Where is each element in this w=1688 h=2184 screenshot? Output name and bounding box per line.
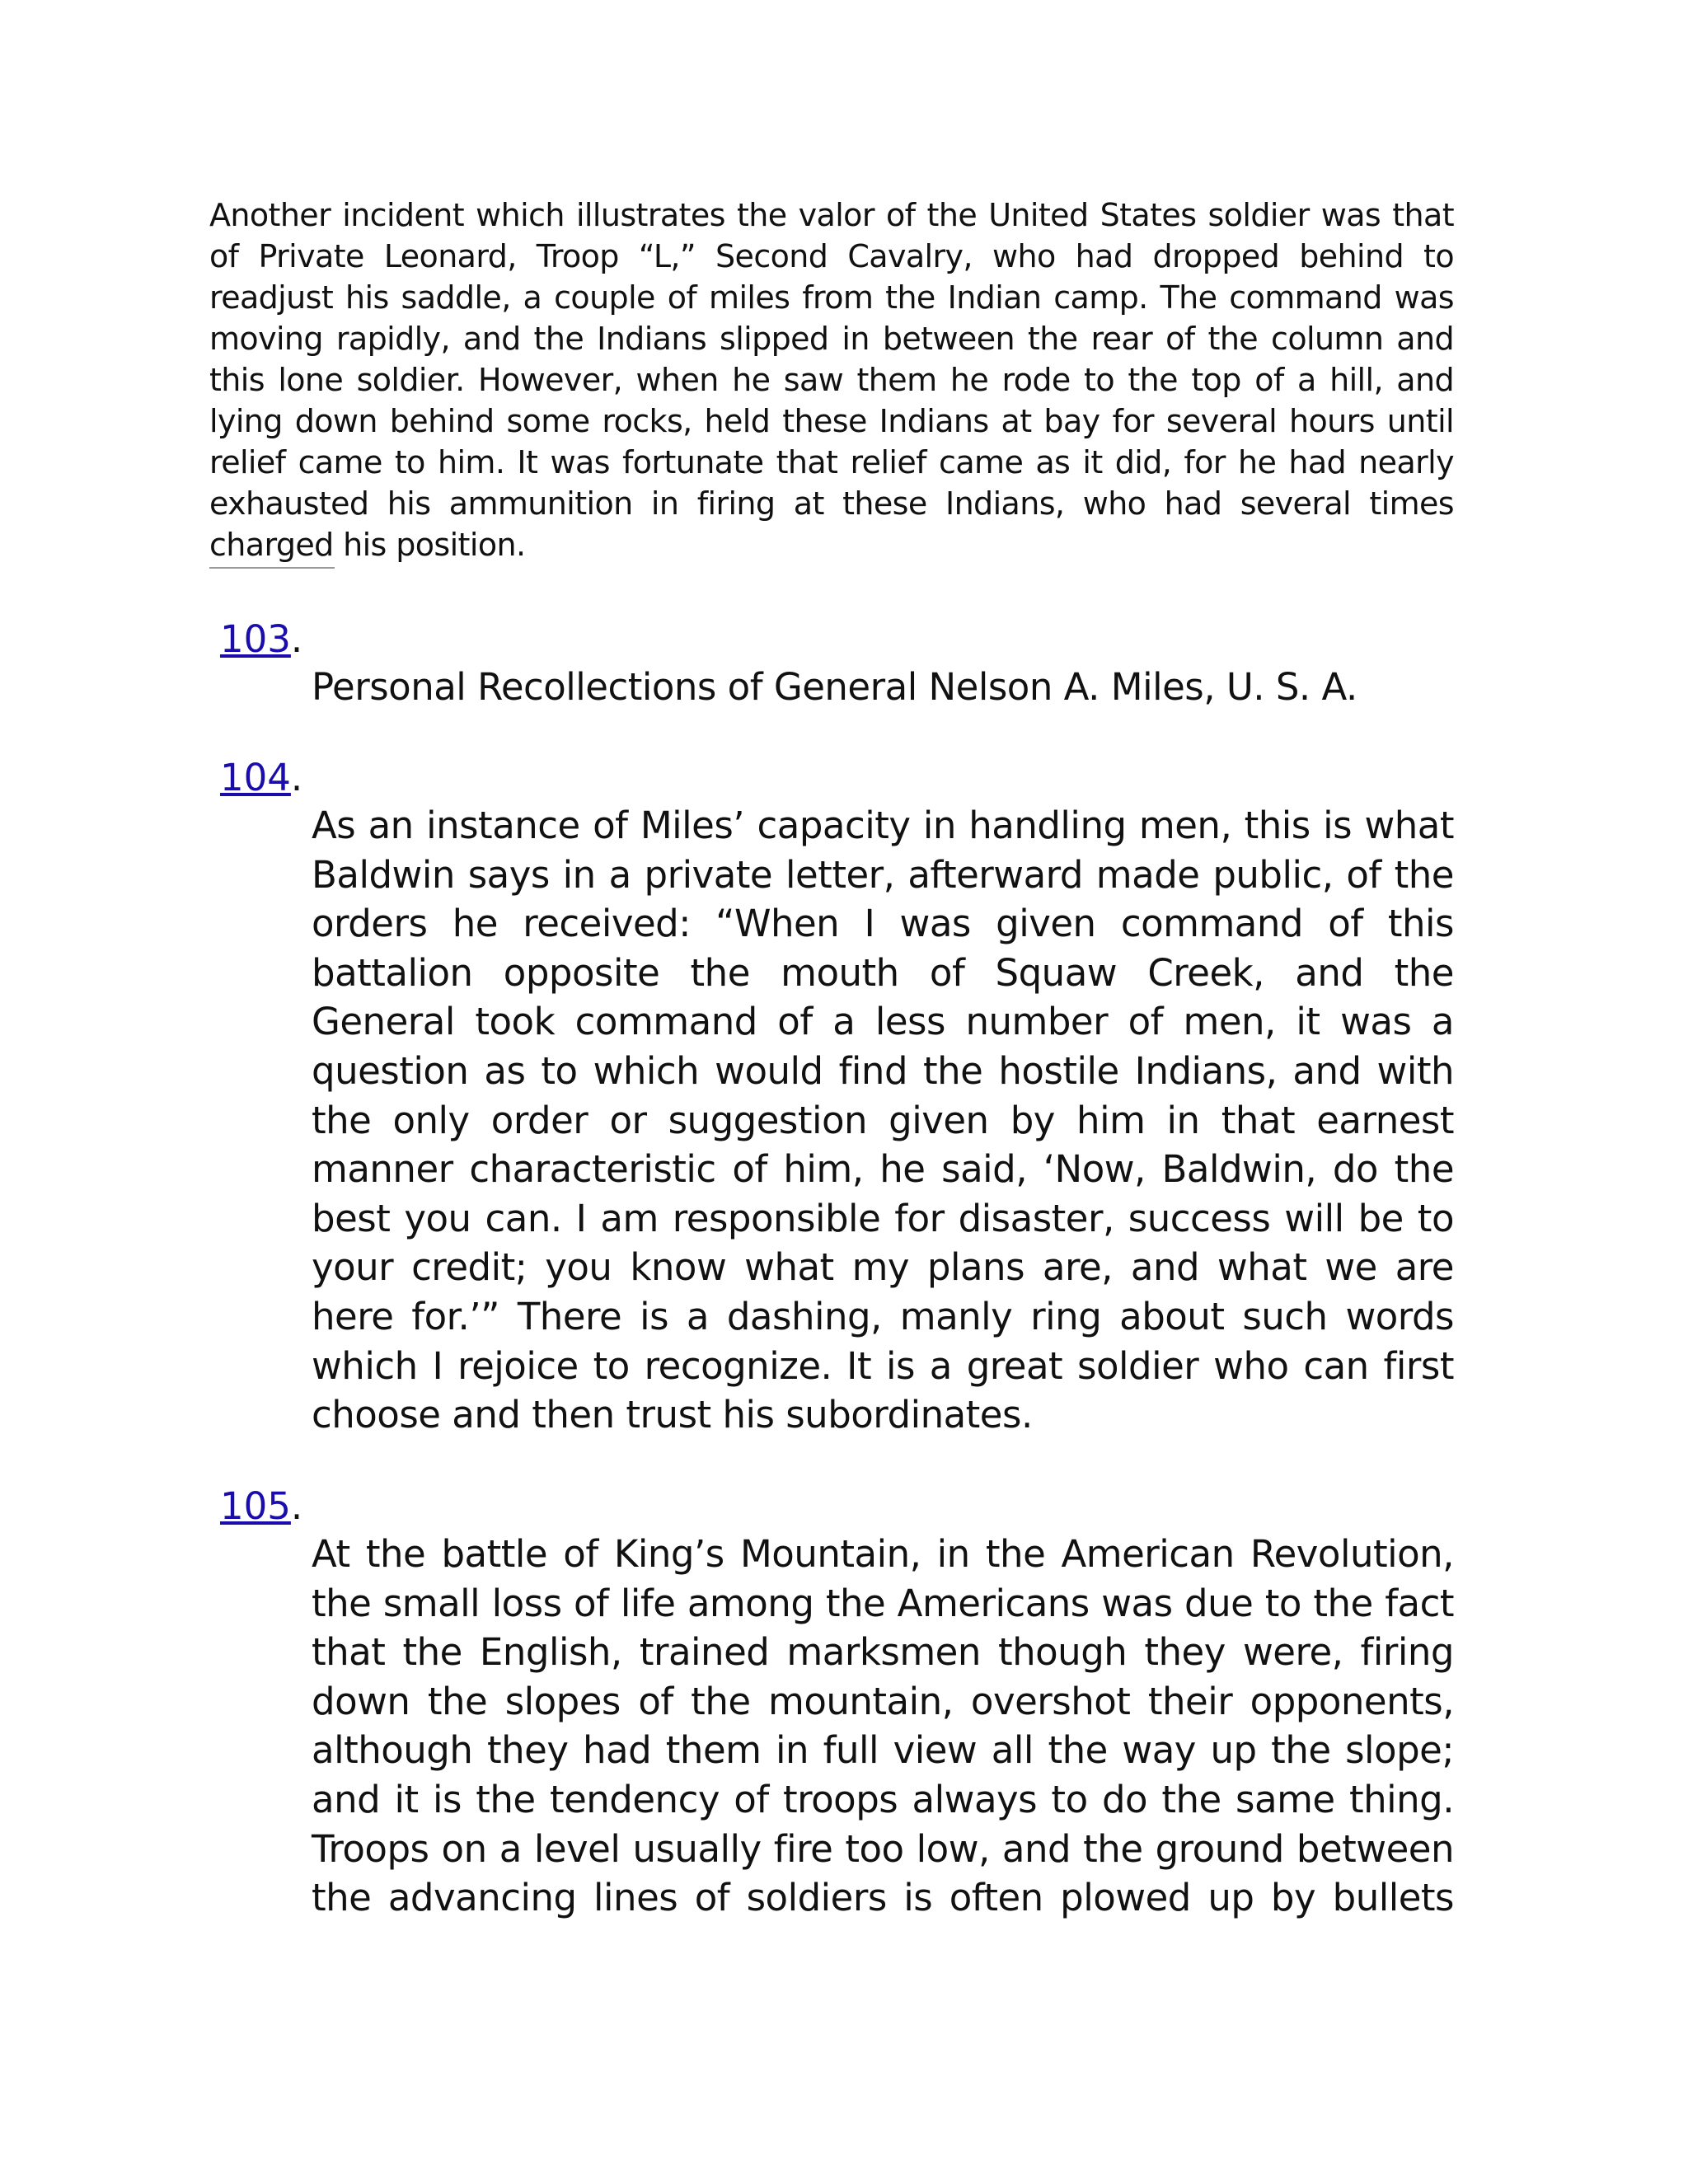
footnote-105-suffix: . [290, 1484, 303, 1528]
footnote-103-suffix: . [290, 617, 303, 661]
footnote-103-marker [220, 616, 302, 663]
footnote-103-link[interactable]: 103 [220, 617, 291, 661]
footnote-105-text: At the battle of King’s Mountain, in the American Revolution, the small loss of life among the Americans was due to the fact that the English, trained marksmen though they were, firing down the slopes of the mountain, overshot their opponents, although they had them in full view all the way up the slope; and it is the tendency of troops always to do the same thing. Troops on a level usually fire too low, and the ground between the advancing lines of soldiers is often plowed up by bullets [312, 1532, 1454, 1920]
footnote-105-marker [220, 1483, 302, 1530]
footnote-103-text: Personal Recollections of General Nelson A. Miles, U. S. A. [312, 665, 1357, 709]
footnote-105-link[interactable]: 105 [220, 1484, 291, 1528]
footnote-separator-rule [209, 567, 335, 569]
footnote-104-suffix: . [290, 756, 303, 799]
footnote-105-container [312, 1530, 1454, 1923]
footnote-104-text: As an instance of Miles’ capacity in handling men, this is what Baldwin says in a private letter, afterward made public, of the orders he received: “When I was given command of this battalion opposite the mouth of Squaw Creek, and the General took command of a less number of men, it was a question as to which would find the hostile Indians, and with the only order or suggestion given by him in that earnest manner characteristic of him, he said, ‘Now, Baldwin, do the best you can. I am responsible for disaster, success will be to your credit; you know what my plans are, and what we are here for.’” There is a dashing, manly ring about such words which I rejoice to recognize. It is a great soldier who can first choose and then trust his subordinates. [312, 804, 1454, 1437]
footnote-104-marker [220, 755, 302, 801]
intro-paragraph: Another incident which illustrates the valor of the United States soldier was that of Private Leonard, Troop “L,” Second Cavalry, who had dropped behind to readjust his saddle, a couple of miles from the Indian camp. The command was moving rapidly, and the Indians slipped in between the rear of the column and this lone soldier. However, when he saw them he rode to the top of a hill, and lying down behind some rocks, held these Indians at bay for several hours until relief came to him. It was fortunate that relief came as it did, for he had nearly exhausted his ammunition in firing at these Indians, who had several times charged his position. [209, 197, 1454, 563]
footnote-104-link[interactable]: 104 [220, 756, 291, 799]
